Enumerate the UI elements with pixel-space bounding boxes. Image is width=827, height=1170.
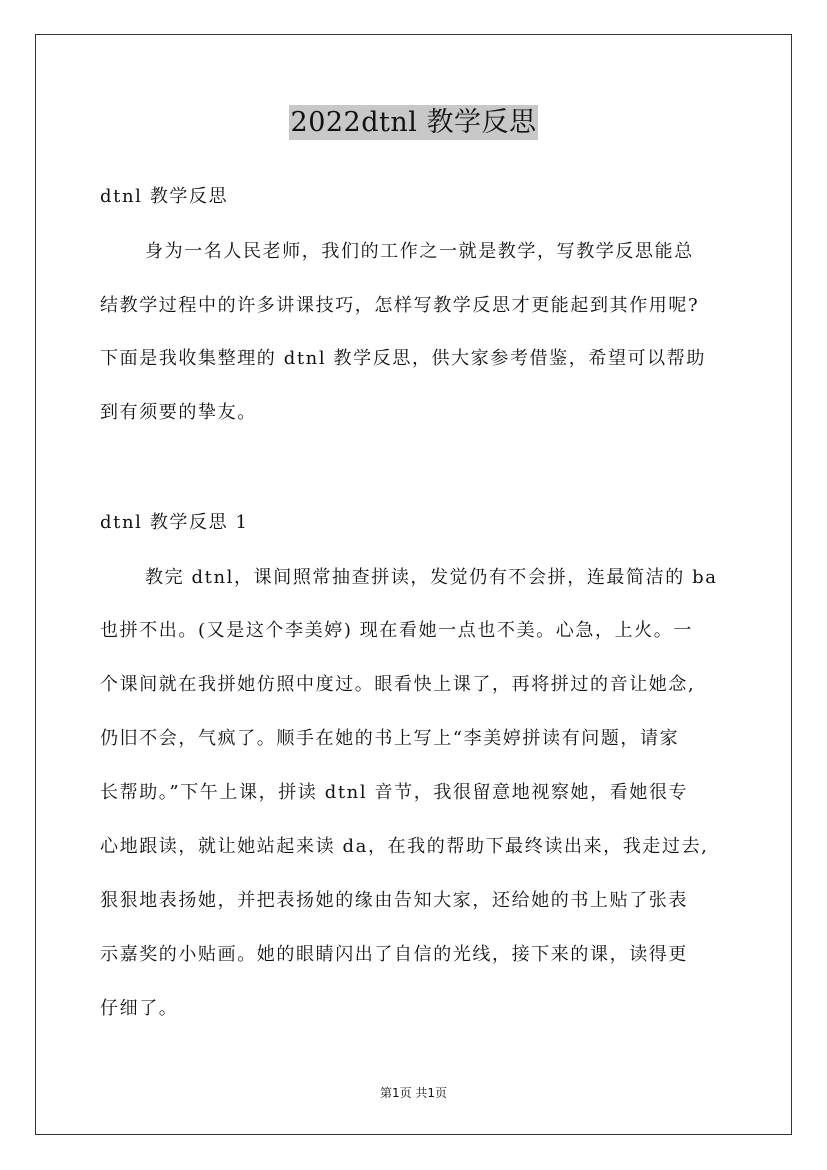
- paragraph-line: 心地跟读，就让她站起来读 da，在我的帮助下最终读出来，我走过去,: [100, 836, 709, 857]
- paragraph-line: 长帮助。”下午上课，拼读 dtnl 音节，我很留意地视察她，看她很专: [100, 782, 689, 803]
- paragraph-line: 到有须要的挚友。: [100, 402, 257, 423]
- section-heading: dtnl 教学反思: [100, 186, 229, 207]
- document-title-wrap: [0, 100, 827, 139]
- page-footer: 第1页 共1页: [379, 1086, 448, 1100]
- document-title: 2022dtnl 教学反思: [290, 107, 537, 138]
- paragraph-line: 狠狠地表扬她，并把表扬她的缘由告知大家，还给她的书上贴了张表: [100, 890, 688, 911]
- paragraph-line: 也拼不出。(又是这个李美婷) 现在看她一点也不美。心急，上火。一: [100, 620, 693, 641]
- section-heading: dtnl 教学反思 1: [100, 512, 249, 533]
- paragraph-line: 身为一名人民老师，我们的工作之一就是教学，写教学反思能总: [145, 241, 694, 262]
- paragraph-line: 仔细了。: [100, 998, 179, 1019]
- paragraph-line: 仍旧不会，气疯了。顺手在她的书上写上“李美婷拼读有问题，请家: [100, 728, 680, 749]
- paragraph-line: 个课间就在我拼她仿照中度过。眼看快上课了，再将拼过的音让她念,: [100, 674, 696, 695]
- paragraph-line: 教完 dtnl，课间照常抽查拼读，发觉仍有不会拼，连最简洁的 ba: [145, 567, 718, 588]
- paragraph-line: 结教学过程中的许多讲课技巧，怎样写教学反思才更能起到其作用呢?: [100, 295, 700, 316]
- paragraph-line: 下面是我收集整理的 dtnl 教学反思，供大家参考借鉴，希望可以帮助: [100, 348, 706, 369]
- paragraph-line: 示嘉奖的小贴画。她的眼睛闪出了自信的光线，接下来的课，读得更: [100, 944, 688, 965]
